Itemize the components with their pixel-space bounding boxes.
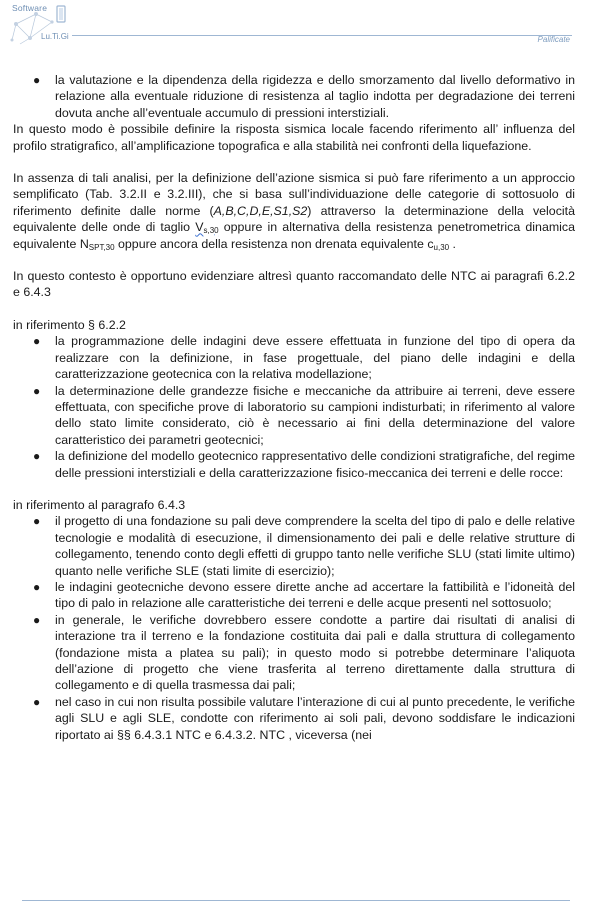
bullet-icon: ● [33,579,41,594]
symbol-subscript: s,30 [203,226,219,236]
symbol-base: V [195,220,204,235]
list-item [13,612,575,694]
list-item-text: la programmazione delle indagini deve essere effettuata in funzione del tipo di opera da realizzare con la definizione, in fase progettuale, del piano delle indagini e della caratterizzazione geotecnica con la relativa modellazione; [55,334,575,382]
list-item [13,513,575,579]
paragraph: In questo contesto è opportuno evidenziare altresì quanto raccomandato delle NTC ai paragrafi 6.2.2 e 6.4.3 [13,269,575,300]
symbol-base: c [427,236,434,251]
logo-name-text: Lu.Ti.Gi [41,32,69,41]
list-item [13,448,575,481]
list-item-text: le indagini geotecniche devono essere dirette anche ad accertare la fattibilità e l’idoneità del tipo di palo in relazione alle caratteristiche dei terreni e delle acque presenti nel sottosuolo; [55,579,575,611]
symbol-subscript: SPT,30 [88,242,115,252]
footer-divider [22,900,570,901]
text-span: oppure in alternativa della resistenza penetrometrica dinamica equivalente [13,220,575,251]
text-span: . [449,236,456,251]
bullet-icon: ● [33,383,41,398]
list-item [13,383,575,449]
paragraph: In questo modo è possibile definire la risposta sismica locale facendo riferimento all’ influenza del profilo stratigrafico, all’amplificazione topografica e alla stabilità nei confronti della liquefazione. [13,122,575,153]
bullet-icon: ● [33,612,41,627]
text-span: oppure ancora della resistenza non drenata equivalente [114,236,428,251]
reference-heading: in riferimento § 6.2.2 [13,317,126,332]
cu30-symbol [427,237,449,251]
section-title: Palificate [537,35,570,44]
soil-categories: A,B,C,D,E,S1,S2 [213,203,308,218]
list-item-text: la definizione del modello geotecnico rappresentativo delle condizioni stratigrafiche, del regime delle pressioni interstiziali e della caratterizzazione fisico-meccanica dei terreni e delle rocce: [55,449,575,480]
reference-heading: in riferimento al paragrafo 6.4.3 [13,497,186,512]
vs30-symbol [195,220,218,234]
list-item-text: nel caso in cui non risulta possibile valutare l’interazione di cui al punto precedente, le verifiche agli SLU e agli SLE, condotte con riferimento ai soli pali, devono soddisfare le indicazioni riportato ai §§ 6.4.3.1 NTC e 6.4.3.2. NTC , viceversa (nei [55,694,575,742]
list-item-text: il progetto di una fondazione su pali deve comprendere la scelta del tipo di palo e delle relative tecnologie e modalità di esecuzione, il dimensionamento dei pali e delle relative strutture di collegamento, tenendo conto degli effetti di gruppo tanto nelle verifiche SLU (stati limite ultimo) quanto nelle verifiche SLE (stati limite di esercizio); [55,514,575,578]
document-body [13,72,575,743]
paragraph-site-categories [13,170,575,252]
page-header [0,0,590,50]
text-span: ) attraverso la determinazione della velocità equivalente delle onde di taglio [13,203,575,235]
list-item-text: la determinazione delle grandezze fisiche e meccaniche da attribuire ai terreni, deve essere effettuata, con specifiche prove di laboratorio su campioni indisturbati; in riferimento al valore dello stato limite considerato, ciò è necessario ai fini della determinazione del valore caratteristico dei parametri geotecnici; [55,383,575,447]
bullet-icon: ● [33,73,41,87]
list-6-2-2 [13,333,575,481]
list-item [13,333,575,382]
list-item-text: la valutazione e la dipendenza della rigidezza e dello smorzamento dal livello deformativo in relazione alla eventuale riduzione di resistenza al taglio indotta per degradazione dei terreni dovuta anche all’eventuale accumulo di pressioni interstiziali. [55,73,575,120]
bullet-icon: ● [33,514,41,529]
list-item-text: in generale, le verifiche dovrebbero essere condotte a partire dai risultati di analisi di interazione tra il terreno e la fondazione costituita dai pali e dalla struttura di collegamento (fondazione mista a platea su pali); in questo modo si potrebbe determinare l’aliquota dell’azione di progetto che viene trasferita al terreno direttamente dalla struttura di collegamento e di quella trasmessa dai pali; [55,612,575,693]
list-item [13,694,575,743]
list-6-4-3 [13,513,575,743]
header-divider [72,35,572,36]
bullet-icon: ● [33,334,41,349]
symbol-subscript: u,30 [433,242,450,252]
nspt30-symbol [80,237,115,251]
bullet-icon: ● [33,449,41,464]
bullet-icon: ● [33,694,41,709]
text-span: In assenza di tali analisi, per la definizione dell’azione sismica si può fare riferimento a un approccio semplificato (Tab. 3.2.II e 3.2.III), che si basa sull’individuazione delle categorie di sottosuolo di riferimento definite dalle norme ( [13,171,575,218]
logo-top-text: Software [12,3,48,13]
list-item [13,72,575,121]
symbol-base: N [79,236,89,251]
software-logo [8,2,88,46]
intro-list [13,72,575,121]
list-item [13,579,575,612]
